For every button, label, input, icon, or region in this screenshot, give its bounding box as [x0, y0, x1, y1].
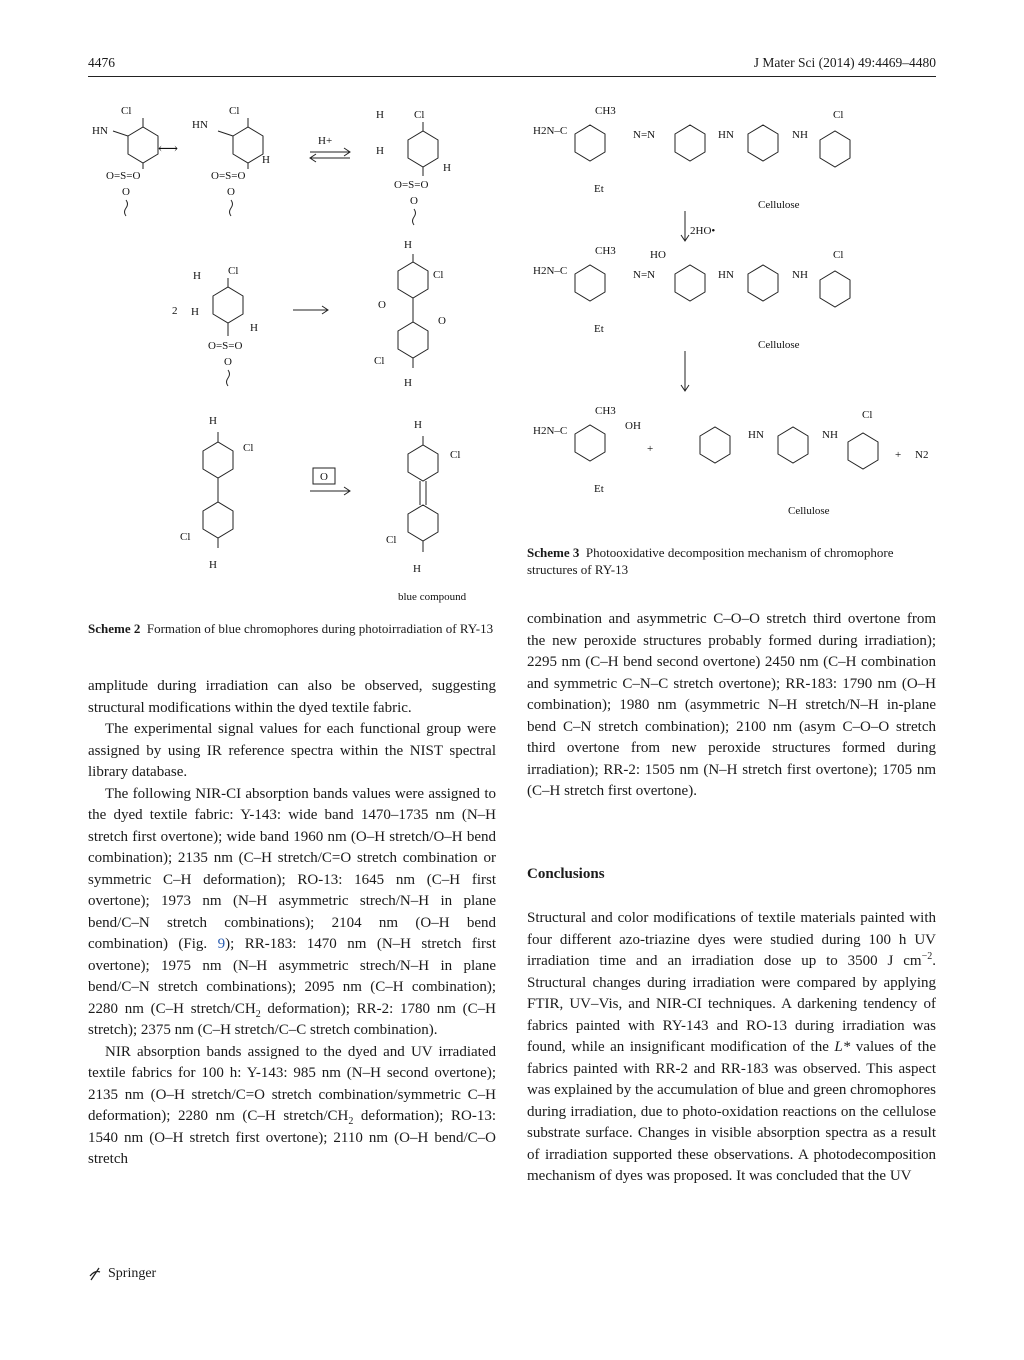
svg-text:N2: N2	[915, 449, 929, 461]
svg-text:H: H	[250, 322, 258, 334]
svg-text:H: H	[404, 239, 412, 251]
svg-text:N=N: N=N	[633, 269, 656, 281]
svg-text:H: H	[414, 419, 422, 431]
svg-text:+: +	[647, 443, 654, 455]
scheme-3-figure	[530, 96, 940, 526]
svg-text:HN: HN	[718, 269, 734, 281]
svg-text:H: H	[193, 270, 201, 282]
svg-text:H: H	[209, 559, 217, 571]
svg-text:Cl: Cl	[228, 265, 239, 277]
figure-9-link[interactable]: 9	[217, 936, 226, 952]
scheme-3-caption	[527, 544, 937, 578]
svg-text:NH: NH	[822, 429, 838, 441]
svg-text:H: H	[443, 162, 451, 174]
svg-text:O: O	[378, 299, 386, 311]
conclusions-body	[527, 908, 936, 1188]
svg-text:HN: HN	[92, 125, 108, 137]
svg-text:O=S=O: O=S=O	[106, 170, 141, 182]
scheme-3-caption-label: Scheme 3	[527, 545, 580, 560]
scheme2-structure-2	[192, 105, 270, 216]
svg-text:H2N–C: H2N–C	[533, 425, 568, 437]
svg-text:O: O	[122, 186, 130, 198]
svg-text:Cl: Cl	[414, 109, 425, 121]
svg-text:O: O	[227, 186, 235, 198]
left-column-body	[88, 676, 496, 1171]
svg-text:Et: Et	[594, 323, 604, 335]
scheme3-row-1	[533, 105, 850, 211]
svg-text:Cl: Cl	[833, 249, 844, 261]
svg-text:Cl: Cl	[833, 109, 844, 121]
svg-text:HN: HN	[718, 129, 734, 141]
scheme-3-caption-text: Photooxidative decomposition mechanism of chromophore structures of RY-13	[527, 545, 894, 577]
right-paragraph-1: combination and asymmetric C–O–O stretch third overtone from the new peroxide structures probably formed during irradiation); 2295 nm (C–H bend second overtone) 2450 nm (C–H combination and symmetric C–N–C stretch overtone); RR-183: 1790 nm (O–H combination); 1980 nm (asymmetric N–H stretch/N–H in-plane bend C–N stretch combination); 2100 nm (asym C–O–O stretch third overtone from new peroxide structures formed during irradiation); RR-2: 1505 nm (N–H stretch first overtone); 1705 nm (C–H stretch first overtone).	[527, 611, 936, 799]
svg-text:NH: NH	[792, 129, 808, 141]
svg-text:Cl: Cl	[862, 409, 873, 421]
scheme-2-figure	[88, 96, 508, 611]
svg-text:OH: OH	[625, 420, 641, 432]
svg-text:HN: HN	[748, 429, 764, 441]
svg-text:Cl: Cl	[386, 534, 397, 546]
conclusions-heading: Conclusions	[527, 866, 605, 882]
svg-text:Cl: Cl	[229, 105, 240, 117]
svg-text:H: H	[404, 377, 412, 389]
scheme2-structure-4	[191, 265, 258, 386]
svg-text:O=S=O: O=S=O	[208, 340, 243, 352]
conclusions-paragraph: Structural and color modifications of textile materials painted with four different azo-triazine dyes were studied during 100 h UV irradiation time and an irradiation dose up to 3500 J $cm^{-2}$. Structural changes during irradiation were compared by applying FTIR, UV–Vis, and NIR-CI techniques. A darkening tendency of fabrics painted with RY-143 and RO-13 during irradiation was found, while an insignificant modification of the L* values of the fabrics painted with RR-2 and RR-183 was observed. This aspect was explained by the accumulation of blue and green chromophores during irradiation, due to photo-oxidation reactions on the cellulose substrate surface. Changes in visible absorption spectra as a result of irradiation supported these observations. A photodecomposition mechanism of dyes was proposed. It was concluded that the UV	[527, 910, 937, 1184]
journal-citation: J Mater Sci (2014) 49:4469–4480	[753, 55, 936, 70]
scheme2-structure-7	[386, 419, 460, 575]
scheme2-structure-5	[374, 239, 446, 389]
scheme2-structure-1	[92, 105, 158, 216]
scheme-2-caption	[88, 620, 498, 637]
svg-text:O: O	[224, 356, 232, 368]
svg-text:H2N–C: H2N–C	[533, 265, 568, 277]
scheme3-row-2	[533, 245, 850, 351]
svg-text:Cellulose: Cellulose	[788, 505, 830, 517]
svg-text:CH3: CH3	[595, 245, 616, 257]
svg-text:NH: NH	[792, 269, 808, 281]
svg-text:O=S=O: O=S=O	[211, 170, 246, 182]
svg-text:N=N: N=N	[633, 129, 656, 141]
svg-text:H: H	[209, 415, 217, 427]
header-rule	[88, 76, 936, 77]
scheme-2-caption-label: Scheme 2	[88, 621, 141, 636]
svg-text:2HO•: 2HO•	[690, 225, 716, 237]
svg-text:CH3: CH3	[595, 405, 616, 417]
svg-text:Cl: Cl	[450, 449, 461, 461]
scheme3-row-3	[533, 405, 928, 517]
right-column-top	[527, 609, 936, 803]
svg-text:H: H	[413, 563, 421, 575]
scheme2-structure-6	[180, 415, 253, 571]
scheme-2-caption-text: Formation of blue chromophores during photoirradiation of RY-13	[146, 621, 494, 636]
svg-text:O: O	[410, 195, 418, 207]
svg-text:HO: HO	[650, 249, 666, 261]
svg-text:Et: Et	[594, 183, 604, 195]
svg-text:H: H	[262, 154, 270, 166]
page-number: 4476	[88, 55, 115, 70]
svg-text:H: H	[191, 306, 199, 318]
svg-text:Cl: Cl	[180, 531, 191, 543]
svg-text:O: O	[320, 471, 328, 483]
svg-text:2: 2	[172, 305, 178, 317]
svg-text:Et: Et	[594, 483, 604, 495]
springer-logo-icon	[88, 1266, 102, 1282]
svg-text:HN: HN	[192, 119, 208, 131]
left-paragraph-1: amplitude during irradiation can also be observed, suggesting structural modifications within the dyed textile fabric.	[88, 678, 496, 716]
svg-text:Cl: Cl	[243, 442, 254, 454]
publisher-name: Springer	[108, 1266, 157, 1281]
svg-text:O: O	[438, 315, 446, 327]
svg-text:CH3: CH3	[595, 105, 616, 117]
svg-text:+: +	[895, 449, 902, 461]
svg-text:Cl: Cl	[433, 269, 444, 281]
svg-text:H: H	[376, 145, 384, 157]
blue-compound-label: blue compound	[398, 591, 467, 603]
left-paragraph-2: The experimental signal values for each functional group were assigned by using IR reference spectra within the NIST spectral library database.	[88, 721, 496, 780]
left-paragraph-3: The following NIR-CI absorption bands values were assigned to the dyed textile fabric: Y-143: wide band 1470–1735 nm (N–H stretch first overtone); wide band 1960 nm (O–H stretch/O–H bend combination); 2135 nm (C–H stretch/C=O stretch combination or symmetric C–H deformation); RO-13: 1645 nm (C–H first overtone); 1973 nm (N–H asymmetric strech/N–H in plane bend/C–N stretch combinations); 2104 nm (O–H bend combination) (Fig. 9); RR-183: 1470 nm (N–H stretch first overtone); 1975 nm (N–H asymmetric strech/N–H in plane bend/C–N stretch combinations); 2095 nm (C–H combination); 2280 nm (C–H stretch/$CH_2$ deformation); RR-2: 1780 nm (C–H stretch); 2375 nm (C–H stretch/C–C stretch combination).	[88, 785, 496, 1038]
svg-text:H+: H+	[318, 135, 333, 147]
svg-text:O=S=O: O=S=O	[394, 179, 429, 191]
svg-text:Cellulose: Cellulose	[758, 339, 800, 351]
footer-publisher	[88, 1266, 156, 1282]
scheme2-structure-3	[376, 109, 451, 225]
left-paragraph-4: NIR absorption bands assigned to the dyed and UV irradiated textile fabrics for 100 h: Y-143: 985 nm (N–H second overtone); 2135 nm (O–H stretch/C=O stretch combination/symmetric C–H deformation); 2280 nm (C–H stretch/$CH_2$ deformation); RO-13: 1540 nm (O–H stretch first overtone); 2110 nm (O–H bend/C–O stretch	[88, 1043, 496, 1167]
svg-text:Cl: Cl	[121, 105, 132, 117]
svg-text:H2N–C: H2N–C	[533, 125, 568, 137]
svg-text:⟷: ⟷	[158, 142, 179, 157]
svg-text:Cellulose: Cellulose	[758, 199, 800, 211]
svg-text:Cl: Cl	[374, 355, 385, 367]
svg-text:H: H	[376, 109, 384, 121]
